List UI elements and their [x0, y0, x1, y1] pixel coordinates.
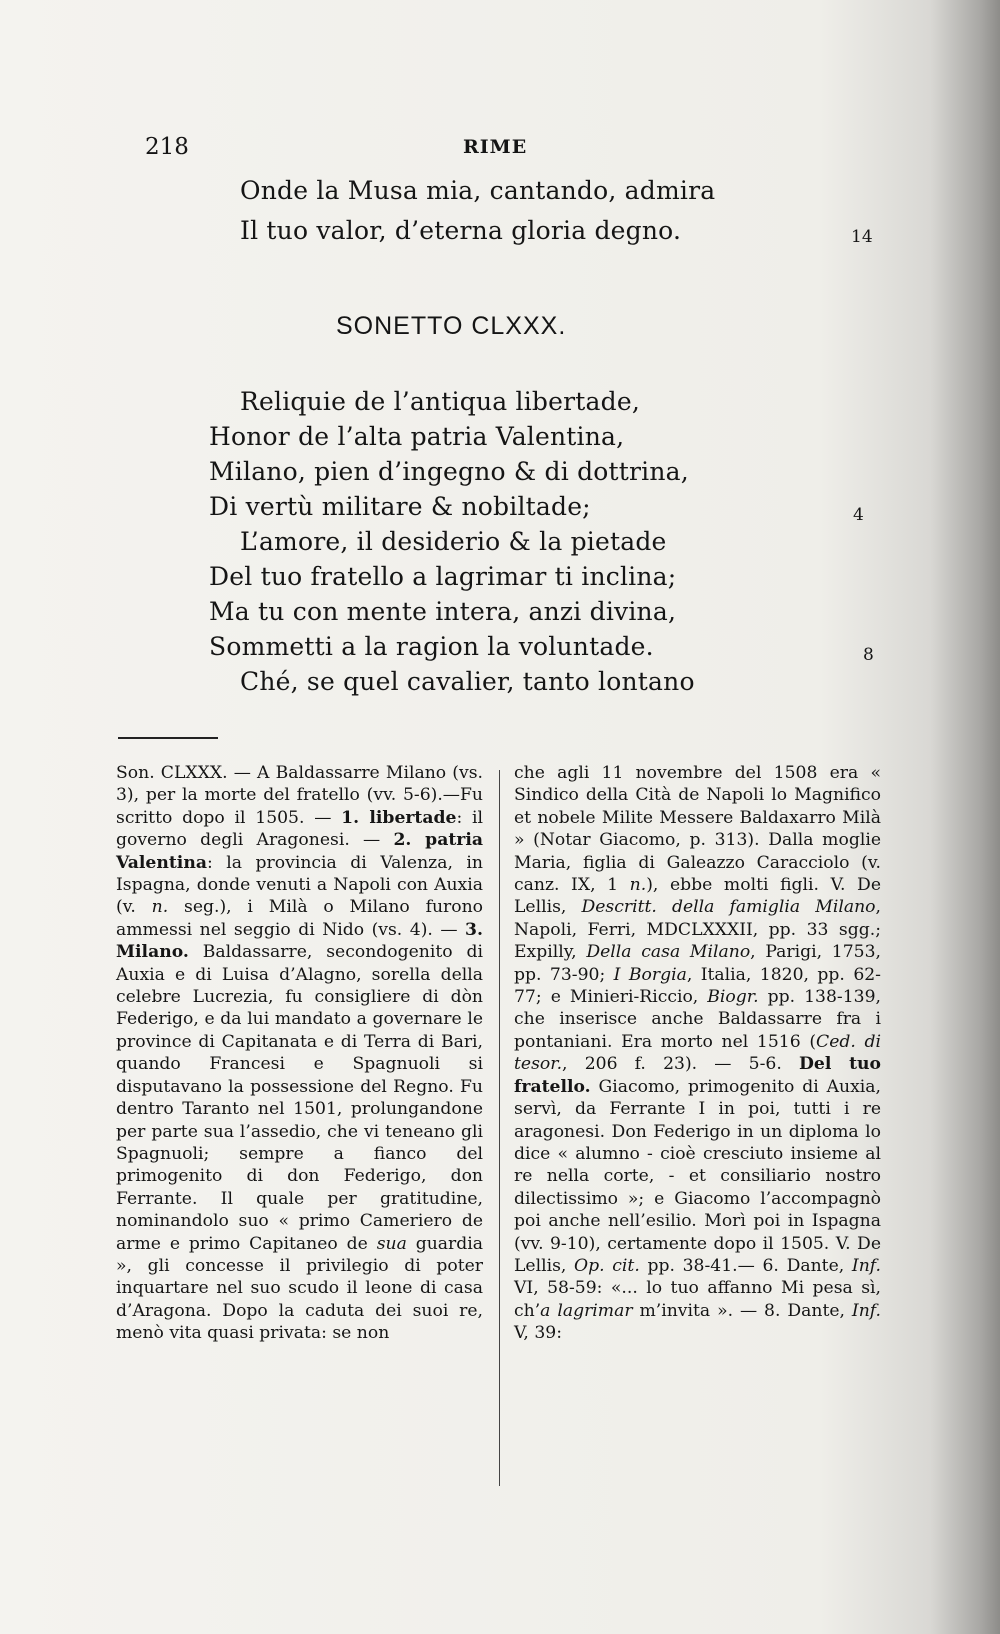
note-segment: n. — [629, 875, 647, 896]
verse-line: Del tuo fratello a lagrimar ti inclina; — [209, 562, 677, 591]
note-segment: I Borgia — [613, 964, 687, 985]
note-segment: Biogr. — [707, 987, 759, 1008]
note-segment: Del tuo fratello. — [514, 1054, 881, 1097]
verse-line: Il tuo valor, d’eterna gloria degno. — [240, 216, 682, 245]
note-segment: Op. cit. — [574, 1255, 640, 1276]
note-segment: Giacomo, primogenito di Auxia, servì, da Ferrante I in poi, tutti i re aragonesi. Don Federigo in un diploma lo dice « alumno - cioè cresciuto insieme al re nella corte, - et consiliario nostro dilectissimo »; e Giacomo l’accompagnò poi anche nell’esilio. Morì poi in Ispagna (vv. 9-10), certamente dopo il 1505. V. De Lellis, — [514, 1076, 881, 1276]
verse-line: Ché, se quel cavalier, tanto lontano — [240, 667, 695, 696]
line-number: 8 — [863, 645, 874, 665]
note-segment: : la provincia di Valenza, in Ispagna, donde venuti a Napoli con Auxia (v. — [116, 852, 483, 918]
verse-line: Honor de l’alta patria Valentina, — [209, 422, 625, 451]
note-segment: , 206 f. 23). — 5-6. — [562, 1054, 800, 1075]
running-head — [145, 134, 880, 164]
note-segment: Della casa Milano — [586, 942, 751, 963]
notes-right-column — [514, 762, 881, 1345]
verse-line: Onde la Musa mia, cantando, admira — [240, 176, 716, 205]
note-segment: , Italia, 1820, pp. 62-77; e Minieri-Riccio, — [514, 964, 881, 1008]
note-segment: 2. patria Valentina — [116, 830, 483, 873]
verse-line: Sommetti a la ragion la voluntade. — [209, 632, 654, 661]
note-segment: seg.), i Milà o Milano furono ammessi nel seggio di Nido (vs. 4). — — [116, 897, 483, 940]
note-segment: guardia », gli concesse il privilegio di poter inquartare nel suo scudo il leone di casa d’Aragona. Dopo la caduta dei suoi re, menò vita quasi privata: se non — [116, 1233, 483, 1344]
sonnet-title: SONETTO CLXXX. — [336, 312, 567, 340]
page-number: 218 — [145, 134, 189, 160]
note-segment: m’invita ». — 8. Dante, — [632, 1300, 852, 1321]
note-segment: 3. Milano. — [116, 919, 483, 963]
note-segment: pp. 38-41.— 6. Dante, — [639, 1255, 852, 1276]
note-segment: pp. 138-139, che inserisce anche Baldassarre fra i pontaniani. Era morto nel 1516 ( — [514, 987, 881, 1052]
notes-right-text — [514, 762, 881, 1345]
running-title: RIME — [463, 136, 528, 158]
note-segment: 1. libertade — [341, 807, 457, 828]
column-divider — [499, 770, 500, 1486]
note-segment: che agli 11 novembre del 1508 era « Sindico della Cità de Napoli lo Magnifico et nobele Milite Messere Baldaxarro Milà » (Notar Giacomo, p. 313). Dalla moglie Maria, figlia di Galeazzo Caracciolo (v. canz. IX, 1 — [514, 763, 881, 896]
notes-left-text — [116, 762, 483, 1345]
note-segment: sua — [376, 1233, 407, 1254]
verse-line: L’amore, il desiderio & la pietade — [240, 527, 667, 556]
note-segment: Descritt. della famiglia Milano — [581, 897, 876, 918]
verse-line: Reliquie de l’antiqua libertade, — [240, 387, 640, 416]
note-segment: ), ebbe molti figli. V. De Lellis, — [514, 875, 881, 918]
note-segment: , Napoli, Ferri, MDCLXXXII, pp. 33 sgg.; Expilly, — [514, 897, 881, 963]
footnote-rule — [118, 737, 218, 739]
note-segment: Inf. — [851, 1255, 881, 1276]
note-segment: Son. CLXXX. — A Baldassarre Milano (vs. 3), per la morte del fratello (vv. 5-6).—Fu scritto dopo il 1505. — — [116, 763, 483, 828]
note-segment: Ced. di tesor. — [514, 1031, 881, 1075]
note-segment: , Parigi, 1753, pp. 73-90; — [514, 942, 881, 985]
note-segment: V, 39: — [514, 1323, 562, 1344]
verse-line: Di vertù militare & nobiltade; — [209, 492, 591, 521]
line-number: 4 — [853, 505, 864, 525]
verse-line: Ma tu con mente intera, anzi divina, — [209, 597, 677, 626]
note-segment: Inf. — [851, 1300, 881, 1321]
note-segment: Baldassarre, secondogenito di Auxia e di Luisa d’Alagno, sorella della celebre Lucrezia, fu consigliere di dòn Federigo, e da lui mandato a governare le province di Capitanata e di Terra di Bari, quando Francesi e Spagnuoli si disputavano la possessione del Regno. Fu dentro Taranto nel 1501, prolungandone per parte sua l’assedio, che vi teneano gli Spagnuoli; sempre a fianco del primogenito di don Federigo, don Ferrante. Il quale per gratitudine, nominandolo suo « primo Cameriero de arme e primo Capitaneo de — [116, 942, 483, 1254]
notes-left-column — [116, 762, 483, 1345]
note-segment: n. — [151, 897, 169, 918]
note-segment: a lagrimar — [540, 1300, 633, 1321]
line-number: 14 — [851, 227, 873, 247]
note-segment: VI, 58-59: «... lo tuo affanno Mi pesa sì, ch’ — [514, 1278, 881, 1321]
note-segment: : il governo degli Aragonesi. — — [116, 807, 484, 851]
verse-line: Milano, pien d’ingegno & di dottrina, — [209, 457, 689, 486]
